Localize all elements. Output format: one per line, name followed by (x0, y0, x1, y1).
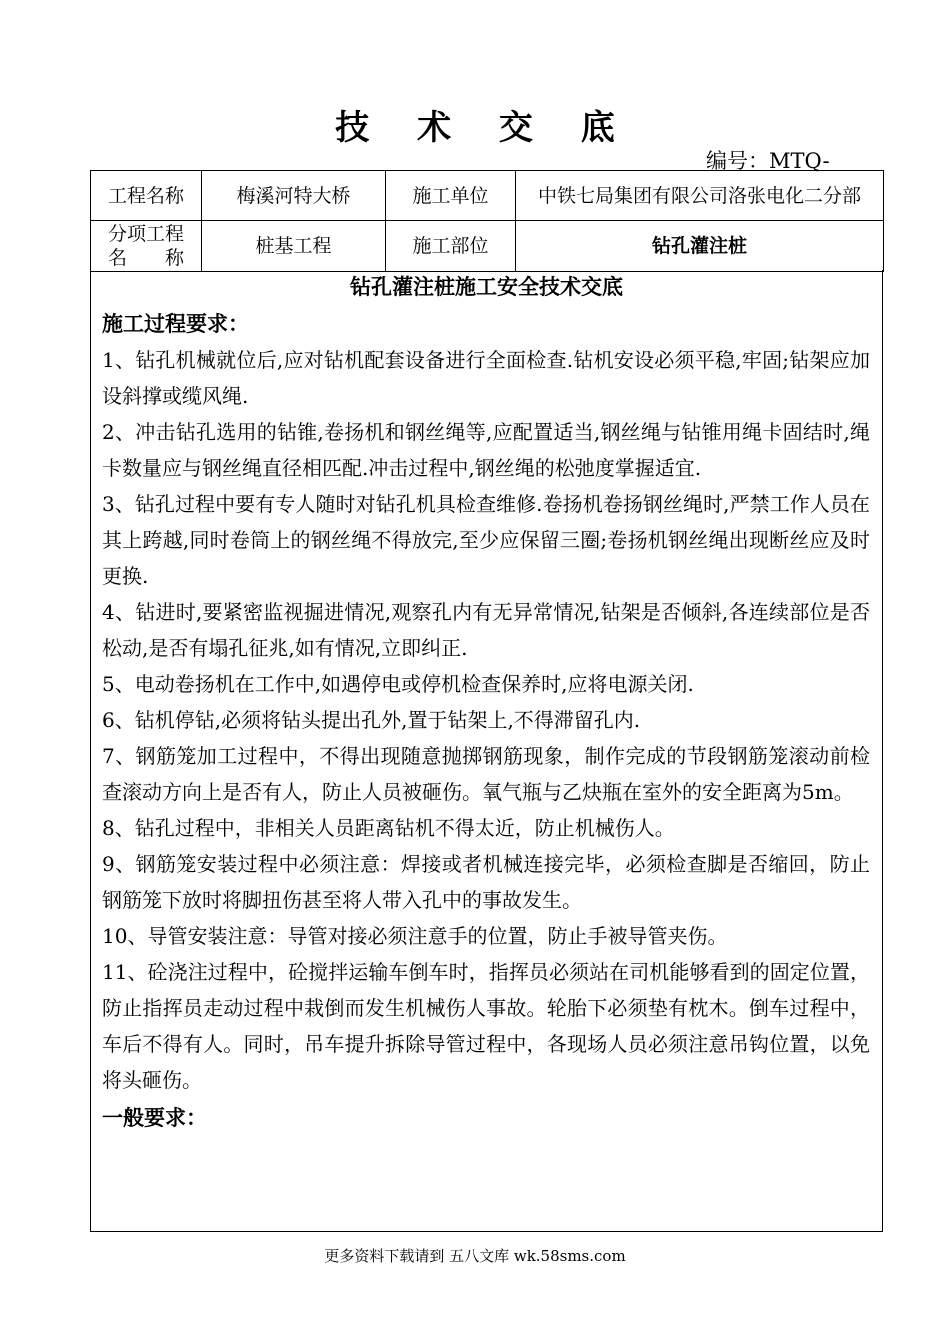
general-heading: 一般要求： (102, 1105, 207, 1130)
list-item: 10、导管安装注意：导管对接必须注意手的位置，防止手被导管夹伤。 (102, 924, 728, 948)
document-title: 技 术 交 底 (335, 108, 633, 148)
list-item: 2、冲击钻孔选用的钻锥,卷扬机和钢丝绳等,应配置适当,钢丝绳与钻锥用绳卡固结时,绳卡数量应与钢丝绳直径相匹配.冲击过程中,钢丝绳的松弛度掌握适宜. (102, 420, 870, 480)
footer-note: 更多资料下载请到 五八文库 wk.58sms.com (324, 1247, 626, 1265)
list-item: 4、钻进时,要紧密监视掘进情况,观察孔内有无异常情况,钻架是否倾斜,各连续部位是否松动,是否有塌孔征兆,如有情况,立即纠正. (102, 600, 870, 660)
construction-unit-label: 施工单位 (386, 171, 516, 221)
header-info-table (90, 170, 884, 272)
content-body (91, 306, 882, 1136)
list-item: 8、钻孔过程中，非相关人员距离钻机不得太近，防止机械伤人。 (102, 816, 675, 840)
document-number: 编号：MTQ- (706, 149, 830, 173)
construction-part-label: 施工部位 (386, 221, 516, 272)
list-item: 1、钻孔机械就位后,应对钻机配套设备进行全面检查.钻机安设必须平稳,牢固;钻架应加设斜撑或缆风绳. (102, 348, 870, 408)
list-item: 3、钻孔过程中要有专人随时对钻孔机具检查维修.卷扬机卷扬钢丝绳时,严禁工作人员在其上跨越,同时卷筒上的钢丝绳不得放完,至少应保留三圈;卷扬机钢丝绳出现断丝应及时更换. (102, 492, 870, 588)
section-title: 钻孔灌注桩施工安全技术交底 (350, 274, 623, 299)
disclosure-content-box (90, 270, 883, 1232)
project-name-value: 梅溪河特大桥 (202, 171, 386, 221)
list-item: 7、钢筋笼加工过程中，不得出现随意抛掷钢筋现象，制作完成的节段钢筋笼滚动前检查滚动方向上是否有人，防止人员被砸伤。氧气瓶与乙炔瓶在室外的安全距离为5m。 (102, 744, 870, 804)
project-name-label: 工程名称 (91, 171, 202, 221)
process-heading: 施工过程要求： (102, 311, 249, 336)
sub-project-label (91, 221, 202, 272)
list-item: 6、钻机停钻,必须将钻头提出孔外,置于钻架上,不得滞留孔内. (102, 708, 641, 732)
list-item: 11、砼浇注过程中，砼搅拌运输车倒车时，指挥员必须站在司机能够看到的固定位置，防止指挥员走动过程中栽倒而发生机械伤人事故。轮胎下必须垫有枕木。倒车过程中，车后不得有人。同时，吊车提升拆除导管过程中，各现场人员必须注意吊钩位置，以免将头砸伤。 (102, 960, 870, 1092)
sub-project-label-line2: 名 称 (107, 247, 184, 269)
sub-project-value: 桩基工程 (202, 221, 386, 272)
sub-project-label-line1: 分项工程 (107, 223, 184, 245)
table-row (91, 171, 884, 221)
table-row (91, 221, 884, 272)
construction-part-value: 钻孔灌注桩 (516, 221, 884, 272)
list-item: 5、电动卷扬机在工作中,如遇停电或停机检查保养时,应将电源关闭. (102, 672, 694, 696)
construction-unit-value: 中铁七局集团有限公司洛张电化二分部 (516, 171, 884, 221)
list-item: 9、钢筋笼安装过程中必须注意：焊接或者机械连接完毕，必须检查脚是否缩回，防止钢筋笼下放时将脚扭伤甚至将人带入孔中的事故发生。 (102, 852, 870, 912)
